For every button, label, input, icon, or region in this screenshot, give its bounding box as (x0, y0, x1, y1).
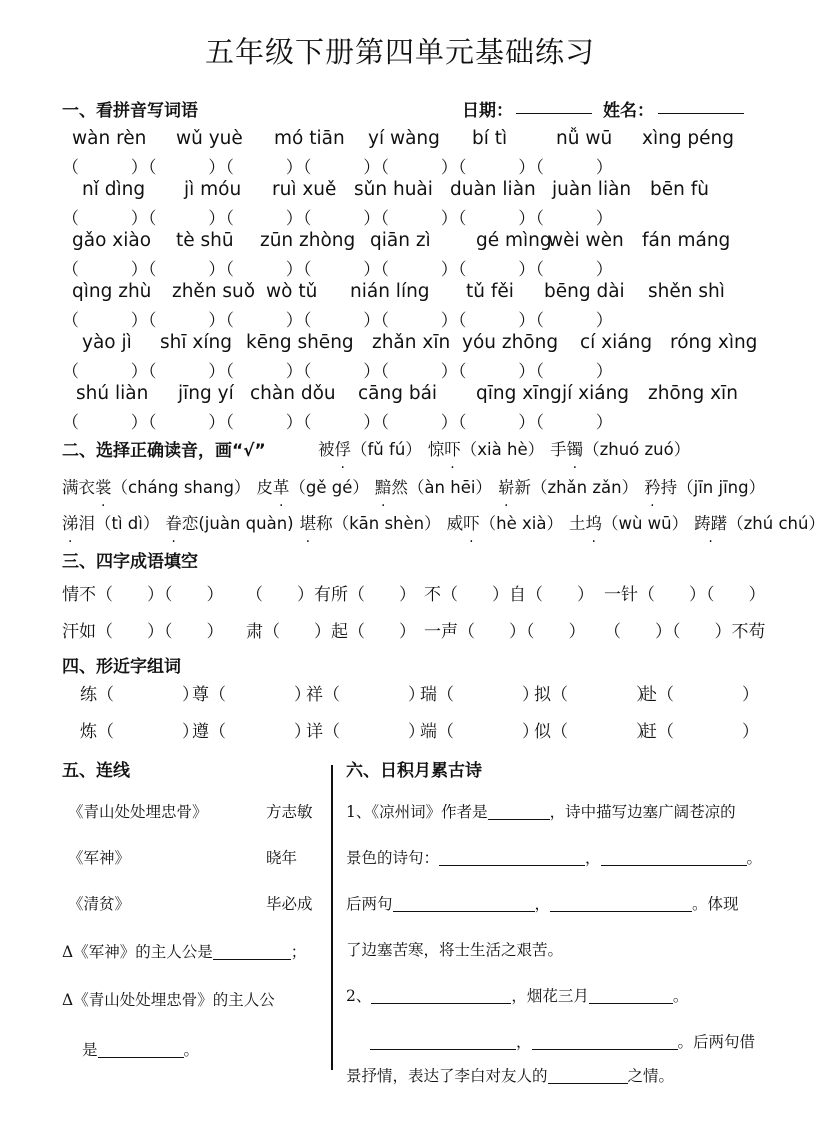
word-blank[interactable]: 瑞（ ） (420, 685, 539, 705)
poem-line-5 (346, 984, 688, 1006)
poem-line-3 (346, 892, 739, 914)
answer-blank[interactable] (393, 895, 535, 912)
answer-parentheses-row[interactable]: （ ）（ ）（ ）（ ）（ ）（ ）（ ） (62, 158, 613, 178)
word-blank[interactable]: 似（ ） (534, 722, 653, 742)
pinyin-word: zhōng xīn (648, 383, 738, 404)
pinyin-word: cí xiáng (580, 332, 653, 353)
idiom-blank[interactable]: （ ）有所（ ） (246, 585, 416, 605)
pronunciation-options[interactable]: （àn hēi） (407, 478, 492, 497)
pronunciation-options[interactable]: （fǔ fú） (351, 440, 422, 459)
pinyin-word: xìng péng (642, 128, 735, 149)
punctuation: 。 (183, 1041, 200, 1059)
section-3-heading: 三、四字成语填空 (62, 552, 198, 572)
answer-parentheses-row[interactable]: （ ）（ ）（ ）（ ）（ ）（ ）（ ） (62, 209, 613, 229)
pinyin-word: wǔ yuè (176, 128, 243, 149)
pinyin-word: nǚ wū (556, 128, 613, 149)
pronunciation-options[interactable]: （zhuó zuó） (583, 440, 691, 459)
pronunciation-options[interactable]: （gě gé） (289, 478, 369, 497)
answer-parentheses-row[interactable]: （ ）（ ）（ ）（ ）（ ）（ ）（ ） (62, 413, 613, 433)
word-blank[interactable]: 尊（ ） (192, 685, 311, 705)
dotted-char: 崭 (497, 478, 515, 497)
pinyin-word: nián líng (350, 281, 430, 302)
pinyin-word: bēng dài (544, 281, 625, 302)
text: ， (516, 1033, 532, 1051)
dotted-char: 裳 (95, 478, 112, 497)
word-blank[interactable]: 端（ ） (420, 722, 539, 742)
column-divider (331, 765, 333, 1070)
word-part: 泪 (78, 514, 95, 533)
idiom-blank[interactable]: （ ）（ ）不苟 (604, 622, 766, 642)
name-field[interactable] (658, 96, 744, 115)
date-field[interactable] (516, 96, 592, 115)
word-part: 手 (550, 440, 567, 459)
poem-line-7 (346, 1064, 674, 1086)
match-right-2[interactable]: 晓年 (266, 849, 298, 867)
answer-blank[interactable] (371, 987, 511, 1004)
pinyin-word: tǔ fěi (466, 281, 514, 302)
reading-item[interactable] (375, 478, 492, 497)
pinyin-word: nǐ dìng (82, 179, 146, 200)
answer-blank[interactable] (548, 1067, 628, 1084)
pinyin-word: qīng xīng (476, 383, 562, 404)
section-5-heading: 五、连线 (62, 761, 130, 781)
poem-line-2 (346, 846, 762, 868)
text: 后两句 (346, 895, 393, 913)
reading-item[interactable] (62, 478, 250, 497)
section-6-heading: 六、日积月累古诗 (346, 761, 482, 781)
reading-line-2 (62, 474, 771, 498)
reading-item[interactable] (318, 440, 422, 459)
idiom-blank[interactable]: 一声（ ）（ ） (424, 622, 586, 642)
pinyin-word: qiān zì (370, 230, 431, 251)
pinyin-word: gǎo xiào (72, 230, 152, 251)
word-blank[interactable]: 炼（ ） (80, 722, 199, 742)
pinyin-word: shěn shì (648, 281, 725, 302)
reading-line-1 (318, 436, 696, 460)
poem-line-1 (346, 800, 736, 822)
text: ，诗中描写边塞广阔苍凉的 (549, 803, 736, 821)
poem-line-4: 了边塞苦寒，将士生活之艰苦。 (346, 941, 564, 959)
dotted-char: 踌躇 (694, 514, 728, 533)
punctuation: ； (290, 943, 307, 961)
text: 2、 (346, 987, 372, 1005)
pronunciation-options[interactable]: （zhú chú） (727, 514, 825, 533)
pronunciation-options[interactable]: （hè xià） (479, 514, 563, 533)
question-green-mountain-2 (82, 1038, 199, 1060)
answer-blank[interactable] (213, 943, 291, 960)
pinyin-word: jì móu (184, 179, 242, 200)
word-part: 威 (446, 514, 464, 533)
text: ， (534, 895, 551, 913)
text: 。 (746, 849, 763, 867)
page-title: 五年级下册第四单元基础练习 (204, 35, 595, 69)
pinyin-word: shī xíng (160, 332, 232, 353)
dotted-char: 眷 (165, 514, 182, 533)
dotted-char: 矜 (644, 478, 661, 497)
word-part: 惊 (427, 440, 445, 459)
answer-parentheses-row[interactable]: （ ）（ ）（ ）（ ）（ ）（ ）（ ） (62, 362, 613, 382)
poem-line-6 (370, 1030, 755, 1052)
word-part: 然 (391, 478, 408, 497)
word-part: 皮 (256, 478, 273, 497)
dotted-char: 涕 (62, 514, 79, 533)
date-label: 日期： (462, 101, 513, 121)
idiom-blank[interactable]: 肃（ ）起（ ） (246, 622, 416, 642)
text: ，烟花三月 (511, 987, 589, 1005)
pinyin-word: yóu zhōng (462, 332, 559, 353)
reading-item[interactable] (62, 514, 159, 533)
word-part: 持 (660, 478, 678, 497)
dotted-char: 革 (272, 478, 290, 497)
answer-blank[interactable] (550, 895, 692, 912)
pronunciation-options[interactable]: （jīn jīng） (677, 478, 766, 497)
idiom-blank[interactable]: 情不（ ）（ ） (62, 585, 224, 605)
dotted-char: 堪 (299, 514, 317, 533)
pronunciation-options[interactable]: （tì dì） (95, 514, 160, 533)
reading-item[interactable] (256, 478, 369, 497)
section-1-heading: 一、看拼音写词语 (62, 101, 198, 121)
answer-blank[interactable] (488, 803, 550, 820)
word-part: 土 (568, 514, 586, 533)
word-part: 恋 (181, 514, 199, 533)
pinyin-word: wèi wèn (548, 230, 624, 251)
match-right-1[interactable]: 方志敏 (266, 803, 313, 821)
dotted-char: 坞 (585, 514, 602, 533)
match-left-3[interactable]: 《清贫》 (68, 895, 131, 913)
match-left-2[interactable]: 《军神》 (68, 849, 131, 867)
word-blank[interactable]: 拟（ ） (534, 685, 653, 705)
dotted-char: 吓 (444, 440, 461, 459)
pinyin-word: sǔn huài (354, 179, 433, 200)
name-label: 姓名： (603, 101, 654, 121)
pinyin-word: yào jì (82, 332, 132, 353)
text: 。后两句借 (677, 1033, 756, 1051)
match-left-1[interactable]: 《青山处处埋忠骨》 (68, 803, 208, 821)
dotted-char: 吓 (463, 514, 480, 533)
answer-parentheses-row[interactable]: （ ）（ ）（ ）（ ）（ ）（ ）（ ） (62, 260, 613, 280)
answer-blank[interactable] (439, 849, 585, 866)
pinyin-word: ruì xuě (272, 179, 337, 200)
reading-item[interactable] (300, 514, 441, 533)
reading-item[interactable] (428, 440, 544, 459)
answer-blank[interactable] (589, 987, 673, 1004)
idiom-blank[interactable]: 一针（ ）（ ） (604, 585, 766, 605)
answer-blank[interactable] (370, 1033, 516, 1050)
word-part: 新 (514, 478, 531, 497)
answer-parentheses-row[interactable]: （ ）（ ）（ ）（ ）（ ）（ ）（ ） (62, 311, 613, 331)
pinyin-word: zhěn suǒ (172, 281, 256, 302)
pinyin-word: chàn dǒu (250, 383, 336, 404)
pinyin-word: kēng shēng (246, 332, 354, 353)
pinyin-word: qìng zhù (72, 281, 152, 302)
pinyin-word: zūn zhòng (260, 230, 356, 251)
reading-item[interactable] (165, 514, 293, 533)
pinyin-word: yí wàng (368, 128, 440, 149)
word-blank[interactable]: 遵（ ） (192, 722, 311, 742)
question-text: 是 (82, 1041, 98, 1059)
question-army-god-text: Δ《军神》的主人公是 (62, 943, 213, 961)
question-green-mountain: Δ《青山处处埋忠骨》的主人公 (62, 991, 275, 1009)
pinyin-word: jí xiáng (562, 383, 630, 404)
text: ， (585, 849, 601, 867)
reading-item[interactable] (498, 478, 638, 497)
text: 。体现 (692, 895, 739, 913)
reading-item[interactable] (569, 514, 688, 533)
pinyin-word: jīng yí (178, 383, 234, 404)
answer-blank[interactable] (601, 849, 747, 866)
pronunciation-options[interactable]: （xià hè） (460, 440, 545, 459)
question-army-god (62, 940, 306, 962)
dotted-char: 镯 (566, 440, 584, 459)
word-part: 满衣 (62, 478, 95, 497)
word-blank[interactable]: 赶（ ） (640, 722, 759, 742)
pronunciation-options[interactable]: （cháng shang） (111, 478, 251, 497)
word-part: 被 (318, 440, 335, 459)
pinyin-word: zhǎn xīn (372, 332, 451, 353)
idiom-blank[interactable]: 不（ ）自（ ） (424, 585, 594, 605)
pinyin-word: duàn liàn (450, 179, 536, 200)
word-blank[interactable]: 详（ ） (306, 722, 425, 742)
pinyin-word: juàn liàn (552, 179, 632, 200)
answer-blank[interactable] (98, 1041, 184, 1058)
pinyin-word: bí tì (472, 128, 508, 149)
text: 之情。 (627, 1067, 675, 1085)
text: 景抒情，表达了李白对友人的 (346, 1067, 548, 1085)
word-blank[interactable]: 练（ ） (80, 685, 199, 705)
dotted-char: 黯 (374, 478, 392, 497)
text: 1、《凉州词》作者是 (346, 803, 488, 821)
pinyin-word: tè shū (176, 230, 234, 251)
pinyin-word: gé mìng (476, 230, 552, 251)
word-part: 称 (316, 514, 333, 533)
idiom-blank[interactable]: 汗如（ ）（ ） (62, 622, 224, 642)
text: 景色的诗句： (346, 849, 440, 867)
section-2-heading: 二、选择正确读音，画“√” (62, 441, 266, 461)
pronunciation-options[interactable]: （wù wū） (601, 514, 689, 533)
pronunciation-options[interactable]: （kān shèn） (332, 514, 441, 533)
pinyin-word: bēn fù (650, 179, 709, 200)
pinyin-word: fán máng (642, 230, 731, 251)
reading-line-3 (62, 510, 831, 534)
pronunciation-options[interactable]: (juàn quàn) (198, 514, 294, 533)
answer-blank[interactable] (532, 1033, 678, 1050)
pinyin-word: cāng bái (358, 383, 438, 404)
pinyin-word: róng xìng (670, 332, 758, 353)
reading-item[interactable] (694, 514, 825, 533)
pinyin-word: wàn rèn (72, 128, 147, 149)
dotted-char: 俘 (334, 440, 351, 459)
section-4-heading: 四、形近字组词 (62, 657, 181, 677)
reading-item[interactable] (644, 478, 765, 497)
reading-item[interactable] (447, 514, 563, 533)
word-blank[interactable]: 赴（ ） (640, 685, 759, 705)
pinyin-word: wò tǔ (266, 281, 318, 302)
reading-item[interactable] (550, 440, 690, 459)
pinyin-word: shú liàn (76, 383, 149, 404)
text: 。 (672, 987, 689, 1005)
pronunciation-options[interactable]: （zhǎn zǎn） (530, 478, 639, 497)
match-right-3[interactable]: 毕必成 (266, 895, 313, 913)
word-blank[interactable]: 祥（ ） (306, 685, 425, 705)
pinyin-word: mó tiān (274, 128, 345, 149)
